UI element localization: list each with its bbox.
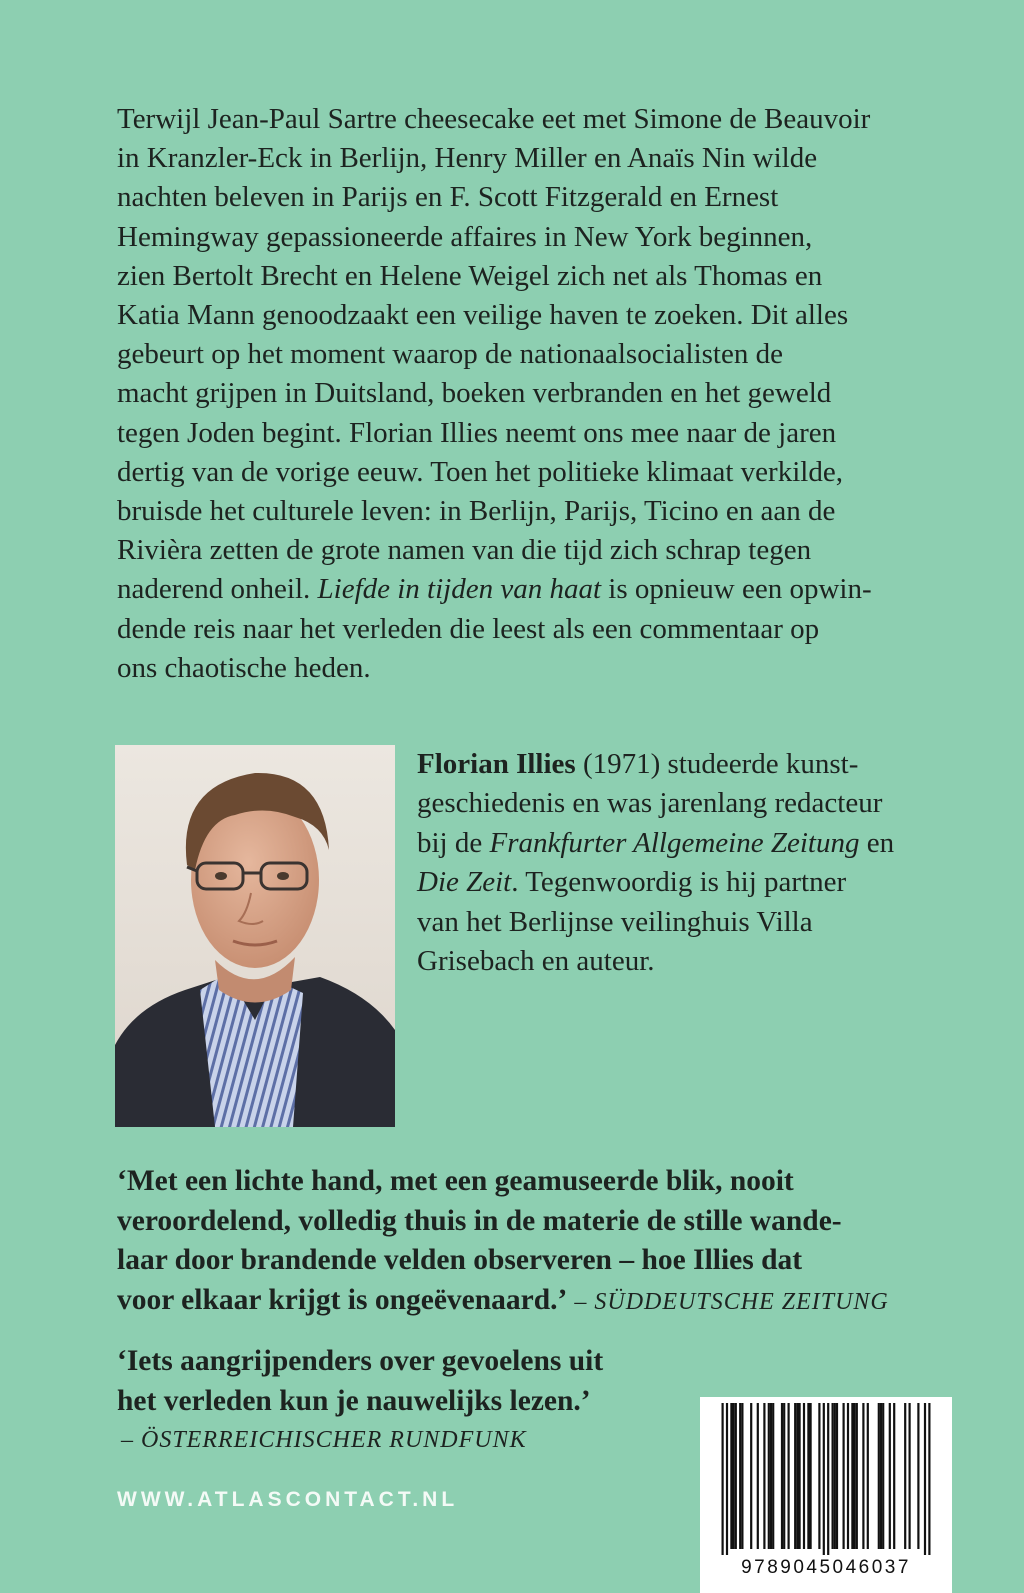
blurb-line: zien Bertolt Brecht en Helene Weigel zich net als Thomas en <box>117 259 823 292</box>
blurb-text <box>117 100 967 688</box>
barcode-bar <box>799 1403 801 1549</box>
bio-text-segment: . Tegenwoordig is hij partner <box>511 866 847 899</box>
barcode-bar <box>854 1403 856 1549</box>
barcode-bar <box>781 1403 783 1549</box>
barcode-bar <box>889 1403 891 1549</box>
barcode-bar <box>739 1403 741 1549</box>
bio-text-segment: en <box>859 826 895 859</box>
blurb-line: in Kranzler-Eck in Berlijn, Henry Miller en Anaïs Nin wilde <box>117 142 818 175</box>
barcode-bar <box>847 1403 849 1549</box>
book-title: Liefde in tijden van haat <box>317 573 602 606</box>
quote-line: ‘Iets aangrijpenders over gevoelens uit <box>117 1345 604 1377</box>
bio-line: van het Berlijnse veilinghuis Villa <box>417 905 813 938</box>
blurb-line: Rivièra zetten de grote namen van die tijd zich schrap tegen <box>117 534 812 567</box>
barcode-bar <box>730 1403 732 1549</box>
barcode-bar <box>733 1403 735 1549</box>
barcode-bar <box>882 1403 884 1549</box>
barcode-bar <box>909 1403 911 1549</box>
barcode-bar <box>893 1403 895 1549</box>
blurb-line: Katia Mann genoodzaakt een veilige haven te zoeken. Dit alles <box>117 299 849 332</box>
barcode-bar <box>827 1403 829 1555</box>
barcode-bar <box>904 1403 906 1549</box>
blurb-text-segment: naderend onheil. <box>117 573 318 606</box>
quote-line: laar door brandende velden observeren – hoe Illies dat <box>117 1244 803 1276</box>
barcode-bar <box>880 1403 882 1549</box>
barcode-bar <box>807 1403 809 1549</box>
bio-line <box>417 863 977 902</box>
review-quote-1 <box>117 1162 977 1322</box>
barcode-bar <box>856 1403 858 1549</box>
barcode-bar <box>772 1403 774 1549</box>
barcode-bar <box>834 1403 836 1549</box>
blurb-line: bruisde het culturele leven: in Berlijn, Parijs, Ticino en aan de <box>117 495 836 528</box>
quote-line: ‘Met een lichte hand, met een geamuseerde blik, nooit <box>117 1165 794 1197</box>
barcode-bar <box>763 1403 765 1549</box>
quote-line: veroordelend, volledig thuis in de materie de stille wande- <box>117 1204 842 1237</box>
barcode-bar <box>794 1403 796 1549</box>
barcode-bar <box>818 1403 820 1549</box>
blurb-line: nachten beleven in Parijs en F. Scott Fitzgerald en Ernest <box>117 181 779 214</box>
bio-text-segment: (1971) studeerde kunst- <box>575 748 859 780</box>
bio-line <box>417 745 977 784</box>
barcode-bar <box>750 1403 752 1549</box>
author-bio <box>417 745 977 981</box>
isbn-digits: 9789045046037 <box>741 1557 911 1578</box>
bio-line <box>417 824 977 863</box>
barcode-bar <box>741 1403 743 1549</box>
barcode-bar <box>770 1403 772 1549</box>
barcode-bar <box>836 1403 838 1549</box>
barcode-bar <box>928 1403 930 1555</box>
bio-line: Grisebach en auteur. <box>417 945 655 978</box>
blurb-line: macht grijpen in Duitsland, boeken verbranden en het geweld <box>117 377 832 410</box>
barcode-bar <box>735 1403 737 1549</box>
blurb-line: ons chaotische heden. <box>117 651 371 684</box>
publisher-website: WWW.ATLASCONTACT.NL <box>117 1488 459 1511</box>
quote-text-segment: voor elkaar krijgt is ongeëvenaard.’ <box>117 1283 568 1316</box>
quote-line: het verleden kun je nauwelijks lezen.’ <box>117 1384 591 1417</box>
barcode-bar <box>788 1403 790 1549</box>
review-quote-2 <box>117 1342 677 1461</box>
blurb-line: Hemingway gepassioneerde affaires in New York beginnen, <box>117 220 813 253</box>
blurb-text-segment: is opnieuw een opwin- <box>601 573 872 606</box>
barcode-bar <box>726 1403 728 1555</box>
barcode-bar <box>843 1403 845 1549</box>
blurb-line: gebeurt op het moment waarop de nationaalsocialisten de <box>117 338 783 371</box>
barcode-bar <box>867 1403 869 1549</box>
barcode-bar <box>810 1403 812 1549</box>
blurb-line: tegen Joden begint. Florian Illies neemt ons mee naar de jaren <box>117 416 837 449</box>
blurb-line: Terwijl Jean-Paul Sartre cheesecake eet met Simone de Beauvoir <box>117 103 871 135</box>
barcode-bar <box>796 1403 798 1549</box>
quote-source: – SÜDDEUTSCHE ZEITUNG <box>567 1288 889 1315</box>
blurb-line <box>117 570 967 609</box>
barcode-bar <box>917 1403 919 1549</box>
quote-source: – ÖSTERREICHISCHER RUNDFUNK <box>121 1427 527 1453</box>
author-name: Florian Illies <box>417 748 576 780</box>
barcode-bar <box>722 1403 724 1555</box>
barcode-bar <box>768 1403 770 1549</box>
newspaper-title: Frankfurter Allgemeine Zeitung <box>489 826 860 859</box>
barcode-bar <box>803 1403 805 1549</box>
quote-line <box>117 1281 977 1323</box>
blurb-line: dende reis naar het verleden die leest als een commentaar op <box>117 612 820 645</box>
barcode-bars <box>700 1397 952 1557</box>
barcode-bar <box>783 1403 785 1549</box>
barcode-bar <box>757 1403 759 1549</box>
bio-line: geschiedenis en was jarenlang redacteur <box>417 787 883 820</box>
isbn-barcode <box>700 1397 952 1593</box>
author-photo <box>115 745 395 1127</box>
barcode-bar <box>878 1403 880 1549</box>
barcode-bar <box>823 1403 825 1555</box>
barcode-bar <box>924 1403 926 1555</box>
barcode-bar <box>832 1403 834 1549</box>
blurb-line: dertig van de vorige eeuw. Toen het politieke klimaat verkilde, <box>117 455 843 488</box>
bio-text-segment: bij de <box>417 826 490 859</box>
barcode-bar <box>851 1403 853 1549</box>
newspaper-title: Die Zeit <box>417 866 512 899</box>
author-portrait-image <box>115 745 395 1127</box>
barcode-bar <box>862 1403 864 1549</box>
